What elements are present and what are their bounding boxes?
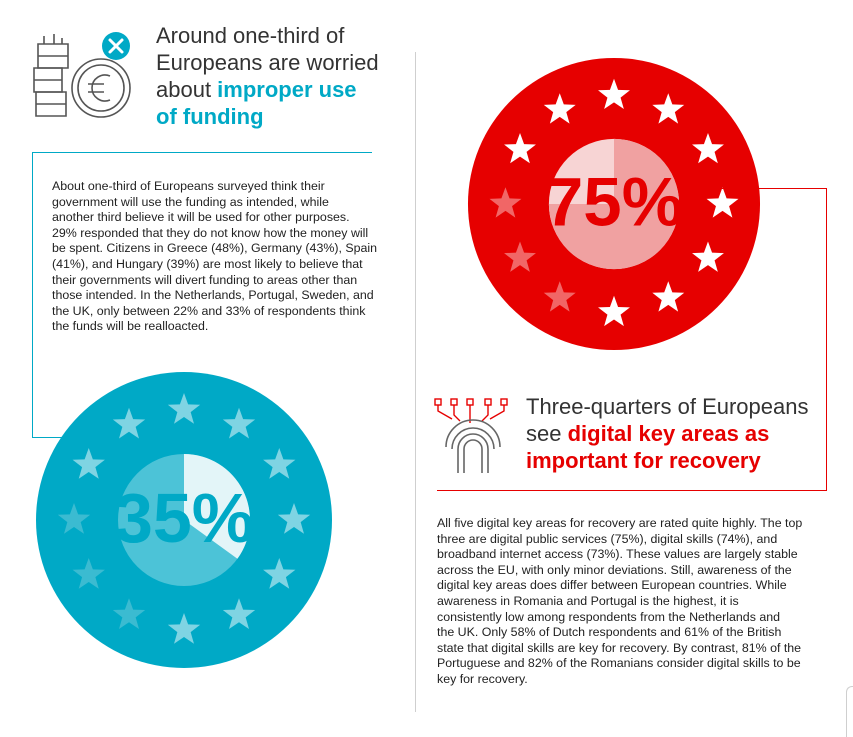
right-paragraph-line: broadband internet access (73%). These values are largely stable	[437, 547, 798, 562]
left-paragraph-line: government will use the funding as intended, while	[52, 194, 329, 209]
fingerprint-circuit-icon	[432, 393, 514, 475]
right-bracket-bottom	[437, 490, 827, 491]
left-paragraph-line: (41%), and Hungary (39%) are most likely to believe that	[52, 256, 363, 271]
left-bracket-top	[32, 152, 372, 153]
left-headline-line1: Around one-third of	[156, 23, 345, 48]
right-paragraph-line: All five digital key areas for recovery are rated quite highly. The top	[437, 516, 803, 530]
left-headline	[156, 22, 396, 130]
right-paragraph	[437, 516, 832, 688]
stat-75-label: 75%	[544, 162, 684, 241]
left-headline-highlight-2: of funding	[156, 104, 264, 129]
right-paragraph-line: awareness in Romania and Portugal is the highest, it is	[437, 593, 739, 608]
left-paragraph-line: the UK, only between 22% and 33% of respondents think	[52, 303, 366, 318]
stat-35-label: 35%	[113, 479, 255, 557]
left-paragraph-line: the funds will be realloacted.	[52, 319, 209, 334]
left-headline-line2: Europeans are worried	[156, 50, 379, 75]
right-paragraph-line: digital key areas does differ between European countries. While	[437, 578, 787, 593]
left-paragraph-line: their governments will divert funding to areas other than	[52, 272, 358, 287]
right-paragraph-line: across the EU, with only minor deviations. Still, awareness of the	[437, 562, 792, 577]
left-bracket-side	[32, 152, 33, 438]
column-divider	[415, 52, 416, 712]
euro-coin-cancel-icon	[24, 24, 140, 132]
corner-mark	[846, 686, 853, 737]
right-paragraph-line: consistently low among respondents from the Netherlands and	[437, 609, 780, 624]
left-paragraph-line: be spent. Citizens in Greece (48%), Germany (43%), Spain	[52, 241, 378, 256]
left-paragraph-line: 29% responded that they do not know how the money will	[52, 225, 369, 240]
right-paragraph-line: three are digital public services (75%), digital skills (74%), and	[437, 531, 778, 546]
right-bracket-top	[718, 188, 826, 189]
left-paragraph-line: another third believe it will be used for other purposes.	[52, 210, 350, 225]
left-paragraph-line: About one-third of Europeans surveyed think their	[52, 179, 325, 193]
right-headline-line1: Three-quarters of Europeans	[526, 394, 809, 419]
right-headline-line2-plain: see	[526, 421, 568, 446]
right-paragraph-line: Portuguese and 82% of the Romanians consider digital skills to be	[437, 656, 801, 671]
right-headline	[526, 393, 826, 474]
right-paragraph-line: key for recovery.	[437, 671, 528, 686]
left-headline-line3	[156, 76, 396, 103]
right-bracket-side	[826, 188, 827, 490]
left-paragraph-line: those intended. In the Netherlands, Portugal, Sweden, and	[52, 288, 374, 303]
stat-75-circle	[466, 56, 762, 352]
stat-35-circle	[34, 370, 334, 670]
left-headline-line3-plain: about	[156, 77, 218, 102]
left-headline-highlight-1: improper use	[217, 77, 357, 102]
right-headline-highlight-2: important for recovery	[526, 448, 761, 473]
right-headline-line2	[526, 420, 826, 447]
left-paragraph	[52, 179, 402, 335]
right-headline-highlight-1: digital key areas as	[567, 421, 770, 446]
right-paragraph-line: state that digital skills are key for recovery. By contrast, 81% of the	[437, 640, 802, 655]
right-paragraph-line: the UK. Only 58% of Dutch respondents and 61% of the British	[437, 625, 782, 640]
